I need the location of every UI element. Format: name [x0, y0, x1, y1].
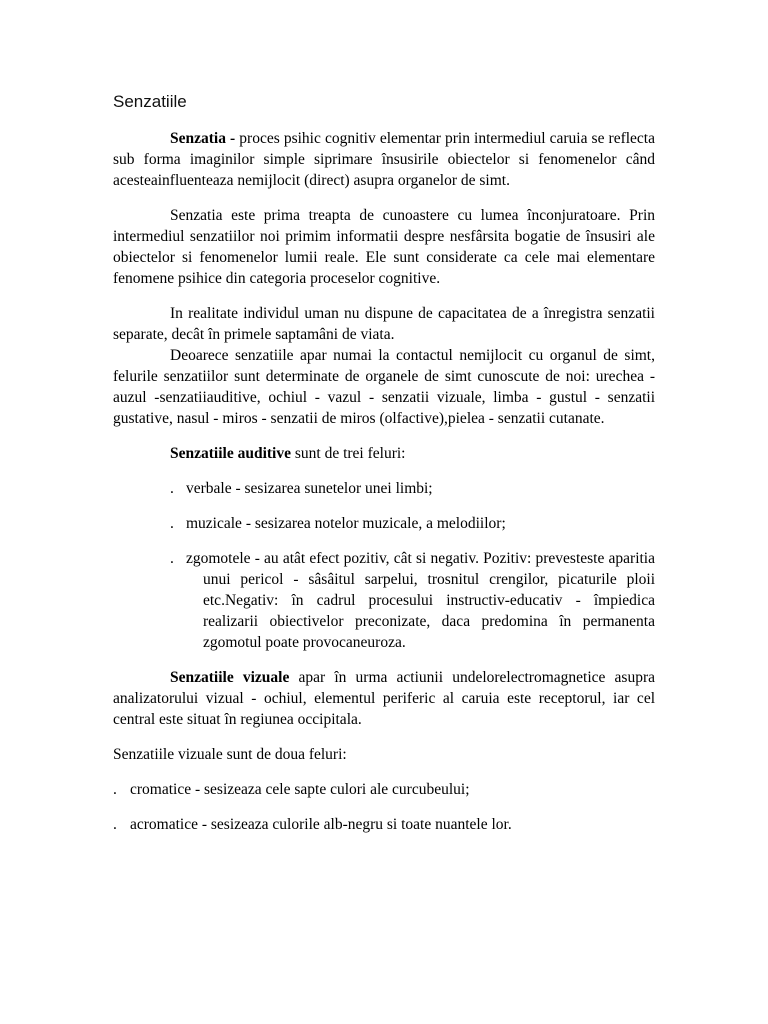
paragraph-senzatii-vizuale [113, 667, 655, 730]
heading-senzatii-auditive [113, 443, 655, 464]
page-title: Senzatiile [113, 92, 187, 111]
bullet-marker: . [170, 550, 174, 567]
bullet-marker: . [170, 480, 174, 497]
list-item-muzicale [113, 513, 655, 534]
term-auditive: Senzatiile auditive [170, 445, 291, 462]
term-vizuale: Senzatiile vizuale [170, 669, 290, 686]
auditive-intro: sunt de trei feluri: [290, 445, 406, 462]
list-item-cromatice [113, 779, 655, 800]
term-senzatia: Senzatia - [170, 130, 236, 147]
list-item-text: zgomotele - au atât efect pozitiv, cât si negativ. Pozitiv: prevesteste aparitia unui pericol - sâsâitul sarpelui, trosnitul crengilor, picaturile ploii etc.Negativ: în cadrul procesului instructiv-educativ - împiedica realizarii obiectivelor preconizate, daca predomina în permanenta zgomotul poate provocaneuroza. [186, 550, 655, 651]
vizuale-kinds-intro: Senzatiile vizuale sunt de doua feluri: [113, 746, 347, 763]
list-item-acromatice [113, 814, 655, 835]
paragraph-realitate: In realitate individul uman nu dispune de capacitatea de a înregistra senzatii separate, decât în primele saptamâni de viata. [113, 305, 655, 343]
list-item-text: cromatice - sesizeaza cele sapte culori ale curcubeului; [130, 781, 470, 798]
list-item-zgomotele [113, 548, 655, 653]
bullet-marker: . [113, 781, 117, 798]
list-item-verbale [113, 478, 655, 499]
vizuale-text: apar în urma actiunii undelorelectromagnetice asupra analizatorului vizual - ochiul, elementul periferic al caruia este receptorul, iar cel central este situat în regiunea occipitala. [113, 669, 655, 728]
list-item-text: verbale - sesizarea sunetelor unei limbi; [186, 480, 433, 497]
bullet-marker: . [170, 515, 174, 532]
list-item-text: muzicale - sesizarea notelor muzicale, a melodiilor; [186, 515, 506, 532]
paragraph-cunoastere: Senzatia este prima treapta de cunoastere cu lumea înconjuratoare. Prin intermediul senzatiilor noi primim informatii despre nesfârsita bogatie de însusiri ale obiectelor si fenomenelor lumii reale. Ele sunt considerate ca cele mai elementare fenomene psihice din categoria proceselor cognitive. [113, 207, 655, 287]
paragraph-feluri: Deoarece senzatiile apar numai la contactul nemijlocit cu organul de simt, felurile senzatiilor sunt determinate de organele de simt cunoscute de noi: urechea - auzul -senzatiiauditive, ochiul - vazul - senzatii vizuale, limba - gustul - senzatii gustative, nasul - miros - senzatii de miros (olfactive),pielea - senzatii cutanate. [113, 347, 655, 427]
paragraph-senzatia-definition [113, 128, 655, 191]
document-body [113, 128, 655, 849]
definition-text: proces psihic cognitiv elementar prin intermediul caruia se reflecta sub forma imaginilor simple siprimare însusirile obiectelor si fenomenelor când acesteainfluenteaza nemijlocit (direct) asupra organelor de simt. [113, 130, 655, 189]
list-item-text: acromatice - sesizeaza culorile alb-negru si toate nuantele lor. [130, 816, 512, 833]
bullet-marker: . [113, 816, 117, 833]
